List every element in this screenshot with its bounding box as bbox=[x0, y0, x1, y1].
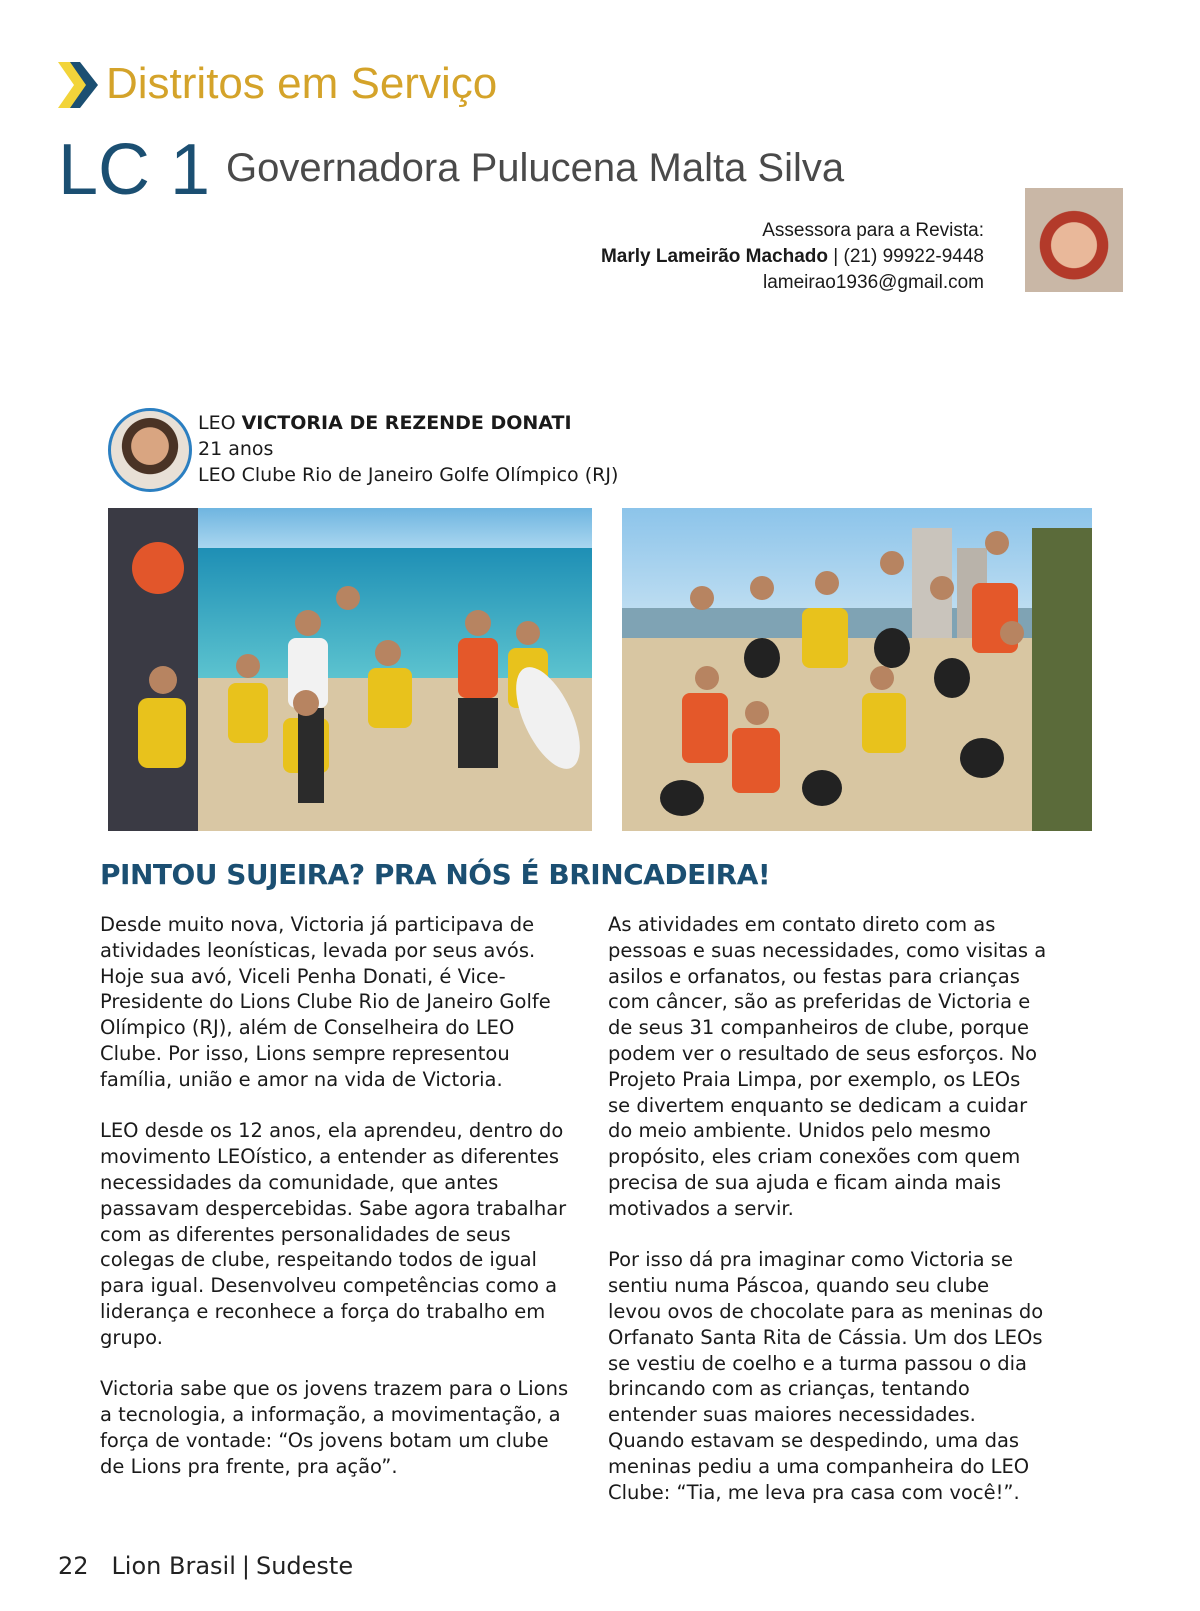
advisor-role: Assessora para a Revista: bbox=[762, 220, 984, 241]
page-number: 22 bbox=[58, 1552, 89, 1580]
photo-cleanup-group bbox=[622, 508, 1092, 831]
governor-name: Governadora Pulucena Malta Silva bbox=[226, 146, 845, 190]
article-headline: PINTOU SUJEIRA? PRA NÓS É BRINCADEIRA! bbox=[100, 858, 771, 891]
publication-name: Lion Brasil bbox=[111, 1552, 236, 1580]
article-paragraph: As atividades em contato direto com as pessoas e suas necessidades, como visitas a asilos e orfanatos, ou festas para crianças com câncer, são as preferidas de Victoria e de seus 31 companheiros de clube, porque podem ver o resultado de seus esforços. No Projeto Praia Limpa, por exemplo, os LEOs se divertem enquanto se dedicam a cuidar do meio ambiente. Unidos pelo mesmo propósito, eles criam conexões com quem precisa de sua ajuda e ficam ainda mais motivados a servir. bbox=[608, 913, 1047, 1220]
profile-age: 21 anos bbox=[198, 438, 274, 460]
profile-avatar bbox=[108, 408, 192, 492]
article-paragraph: LEO desde os 12 anos, ela aprendeu, dentro do movimento LEOístico, a entender as diferentes necessidades da comunidade, que antes passavam despercebidas. Sabe agora trabalhar com as diferentes personalidades de seus colegas de clube, respeitando todos de igual para igual. Desenvolveu competências como a liderança e reconhece a força do trabalho em grupo. bbox=[100, 1119, 567, 1349]
profile-info bbox=[198, 410, 618, 488]
article-paragraph: Por isso dá pra imaginar como Victoria se sentiu numa Páscoa, quando seu clube levou ovos de chocolate para as meninas do Orfanato Santa Rita de Cássia. Um dos LEOs se vestiu de coelho e a turma passou o dia brincando com as crianças, tentando entender suas maiores necessidades. Quando estavam se despedindo, uma das meninas pediu a uma companheira do LEO Clube: “Tia, me leva pra casa com você!”. bbox=[608, 1248, 1044, 1504]
page-footer bbox=[58, 1552, 353, 1580]
advisor-phone: | (21) 99922-9448 bbox=[833, 246, 984, 267]
region-name: Sudeste bbox=[255, 1552, 354, 1580]
photo-beach-group bbox=[108, 508, 592, 831]
advisor-name: Marly Lameirão Machado bbox=[600, 246, 828, 267]
section-arrow-icon bbox=[58, 62, 98, 108]
article-column-right bbox=[608, 912, 1048, 1531]
profile-name: VICTORIA DE REZENDE DONATI bbox=[241, 412, 572, 434]
advisor-photo bbox=[1025, 188, 1123, 292]
footer-separator: | bbox=[241, 1552, 250, 1580]
profile-prefix: LEO bbox=[198, 412, 242, 434]
article-column-left bbox=[100, 912, 578, 1505]
profile-club: LEO Clube Rio de Janeiro Golfe Olímpico (RJ) bbox=[198, 464, 619, 486]
article-paragraph: Victoria sabe que os jovens trazem para o Lions a tecnologia, a informação, a movimentação, a força de vontade: “Os jovens botam um clube de Lions pra frente, pra ação”. bbox=[100, 1377, 569, 1478]
article-paragraph: Desde muito nova, Victoria já participava de atividades leonísticas, levada por seus avós. Hoje sua avó, Viceli Penha Donati, é Vice-Presidente do Lions Clube Rio de Janeiro Golfe Olímpico (RJ), além de Conselheira do LEO Clube. Por isso, Lions sempre representou família, união e amor na vida de Victoria. bbox=[100, 913, 551, 1091]
advisor-contact-line bbox=[601, 244, 984, 270]
profile-name-line bbox=[198, 410, 618, 436]
district-code: LC 1 bbox=[58, 130, 211, 210]
advisor-email: lameirao1936@gmail.com bbox=[763, 272, 984, 293]
section-title: Distritos em Serviço bbox=[106, 59, 498, 108]
advisor-info bbox=[601, 218, 984, 296]
